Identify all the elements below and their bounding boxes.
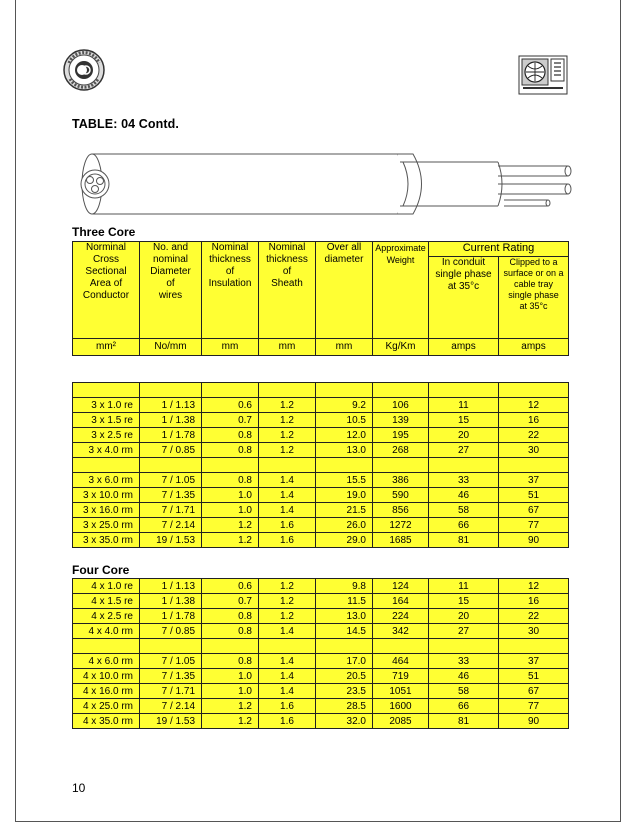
table-cell: 1.2 <box>202 518 259 533</box>
spacer-cell <box>499 639 569 654</box>
table-cell: 51 <box>499 669 569 684</box>
table-cell: 67 <box>499 503 569 518</box>
company-seal-logo-icon <box>63 49 105 91</box>
table-cell: 1 / 1.38 <box>140 413 202 428</box>
spacer-cell <box>202 383 259 398</box>
header-line: of <box>282 266 292 277</box>
unit-cell: mm <box>259 339 316 356</box>
table-cell: 3 x 10.0 rm <box>73 488 140 503</box>
table-cell: 26.0 <box>316 518 373 533</box>
table-row <box>73 413 569 428</box>
table-cell: 12 <box>499 398 569 413</box>
table-cell: 13.0 <box>316 609 373 624</box>
table-cell: 1.2 <box>259 413 316 428</box>
spacer-row <box>73 639 569 654</box>
table-cell: 4 x 1.0 re <box>73 579 140 594</box>
table-cell: 1.2 <box>259 428 316 443</box>
table-cell: 195 <box>373 428 429 443</box>
unit-cell: mm <box>316 339 373 356</box>
header-line: Sheath <box>271 278 303 289</box>
header-line: No. and <box>152 242 189 253</box>
table-cell: 1.4 <box>259 654 316 669</box>
table-cell: 32.0 <box>316 714 373 729</box>
table-cell: 1.4 <box>259 488 316 503</box>
header-line: diameter <box>324 254 364 265</box>
table-cell: 67 <box>499 684 569 699</box>
table-cell: 2085 <box>373 714 429 729</box>
table-row <box>73 443 569 458</box>
header-cross-section <box>73 242 140 339</box>
spacer-cell <box>316 458 373 473</box>
table-row <box>73 594 569 609</box>
table-cell: 7 / 1.05 <box>140 473 202 488</box>
table-cell: 20 <box>429 428 499 443</box>
table-cell: 3 x 6.0 rm <box>73 473 140 488</box>
table-cell: 19.0 <box>316 488 373 503</box>
table-cell: 22 <box>499 609 569 624</box>
table-cell: 21.5 <box>316 503 373 518</box>
table-cell: 1 / 1.78 <box>140 609 202 624</box>
table-cell: 1.2 <box>202 699 259 714</box>
table-cell: 7 / 1.35 <box>140 669 202 684</box>
table-cell: 1 / 1.13 <box>140 579 202 594</box>
unit-cell: amps <box>429 339 499 356</box>
table-cell: 1.2 <box>259 594 316 609</box>
table-cell: 268 <box>373 443 429 458</box>
table-cell: 0.8 <box>202 654 259 669</box>
table-cell: 58 <box>429 503 499 518</box>
table-cell: 19 / 1.53 <box>140 714 202 729</box>
table-cell: 51 <box>499 488 569 503</box>
header-line: Norminal <box>85 242 126 253</box>
table-cell: 20 <box>429 609 499 624</box>
table-cell: 15 <box>429 594 499 609</box>
table-cell: 4 x 6.0 rm <box>73 654 140 669</box>
table-cell: 124 <box>373 579 429 594</box>
spacer-cell <box>429 639 499 654</box>
header-diameter <box>316 242 373 339</box>
header-line: cable tray <box>513 279 554 290</box>
table-cell: 17.0 <box>316 654 373 669</box>
header-line: nominal <box>152 254 189 265</box>
table-cell: 66 <box>429 699 499 714</box>
table-row <box>73 398 569 413</box>
table-cell: 1.6 <box>259 533 316 548</box>
header-line: In conduit <box>441 257 486 269</box>
spacer-cell <box>316 383 373 398</box>
units-row <box>73 339 569 356</box>
table-cell: 19 / 1.53 <box>140 533 202 548</box>
table-cell: 0.6 <box>202 398 259 413</box>
spacer-cell <box>316 639 373 654</box>
table-cell: 12 <box>499 579 569 594</box>
spacer-cell <box>140 383 202 398</box>
table-cell: 7 / 1.05 <box>140 654 202 669</box>
table-cell: 23.5 <box>316 684 373 699</box>
table-row <box>73 533 569 548</box>
header-wires <box>140 242 202 339</box>
table-cell: 224 <box>373 609 429 624</box>
table-cell: 4 x 25.0 rm <box>73 699 140 714</box>
spacer-cell <box>429 458 499 473</box>
table-cell: 1.2 <box>259 609 316 624</box>
spacer-cell <box>373 383 429 398</box>
table-cell: 15.5 <box>316 473 373 488</box>
table-cell: 13.0 <box>316 443 373 458</box>
header-line: Over all <box>326 242 362 253</box>
table-cell: 28.5 <box>316 699 373 714</box>
table-cell: 77 <box>499 518 569 533</box>
header-line: Diameter <box>150 266 191 277</box>
table-cell: 1.2 <box>202 533 259 548</box>
header-line: Sectional <box>85 266 127 277</box>
table-cell: 1.0 <box>202 684 259 699</box>
table-cell: 7 / 0.85 <box>140 624 202 639</box>
table-row <box>73 428 569 443</box>
table-cell: 0.8 <box>202 428 259 443</box>
table-cell: 90 <box>499 533 569 548</box>
table-cell: 11 <box>429 579 499 594</box>
table-row <box>73 669 569 684</box>
table-cell: 81 <box>429 533 499 548</box>
header-line: Weight <box>386 255 415 265</box>
spacer-row <box>73 458 569 473</box>
table-cell: 0.7 <box>202 594 259 609</box>
table-cell: 3 x 16.0 rm <box>73 503 140 518</box>
table-cell: 0.7 <box>202 413 259 428</box>
header-line: Insulation <box>208 278 252 289</box>
table-row <box>73 699 569 714</box>
table-cell: 0.8 <box>202 624 259 639</box>
certification-mark-icon <box>518 55 568 95</box>
table-cell: 1.4 <box>259 669 316 684</box>
spacer-cell <box>259 639 316 654</box>
table-cell: 139 <box>373 413 429 428</box>
table-cell: 11 <box>429 398 499 413</box>
table-row <box>73 684 569 699</box>
table-row <box>73 609 569 624</box>
header-line: Cross <box>92 254 120 265</box>
table-cell: 1.4 <box>259 684 316 699</box>
table-cell: 90 <box>499 714 569 729</box>
table-cell: 1.2 <box>259 443 316 458</box>
table-cell: 33 <box>429 473 499 488</box>
header-insulation <box>202 242 259 339</box>
table-cell: 856 <box>373 503 429 518</box>
header-line: thickness <box>209 254 251 265</box>
table-cell: 9.2 <box>316 398 373 413</box>
header-sheath <box>259 242 316 339</box>
table-cell: 1.4 <box>259 503 316 518</box>
unit-cell: mm <box>202 339 259 356</box>
header-weight <box>373 242 429 339</box>
table-cell: 22 <box>499 428 569 443</box>
table-cell: 719 <box>373 669 429 684</box>
table-cell: 7 / 1.35 <box>140 488 202 503</box>
table-cell: 27 <box>429 624 499 639</box>
table-cell: 1.4 <box>259 473 316 488</box>
spacer-cell <box>259 458 316 473</box>
spacer-cell <box>499 383 569 398</box>
table-cell: 58 <box>429 684 499 699</box>
spacer-cell <box>140 458 202 473</box>
spacer-cell <box>373 639 429 654</box>
page-number: 10 <box>72 781 86 795</box>
table-cell: 4 x 4.0 rm <box>73 624 140 639</box>
table-cell: 29.0 <box>316 533 373 548</box>
table-cell: 1.0 <box>202 488 259 503</box>
header-current-rating: Current Rating <box>429 242 569 257</box>
table-cell: 1051 <box>373 684 429 699</box>
header-line: Conductor <box>82 290 130 301</box>
table-cell: 464 <box>373 654 429 669</box>
table-cell: 15 <box>429 413 499 428</box>
header-line: surface or on a <box>503 268 564 279</box>
table-cell: 16 <box>499 594 569 609</box>
header-in-conduit <box>429 257 499 339</box>
table-cell: 27 <box>429 443 499 458</box>
table-cell: 1.0 <box>202 669 259 684</box>
header-clipped <box>499 257 569 339</box>
table-cell: 3 x 35.0 rm <box>73 533 140 548</box>
spacer-cell <box>202 458 259 473</box>
table-row <box>73 654 569 669</box>
header-line: at 35°c <box>447 281 480 293</box>
spacer-cell <box>73 639 140 654</box>
table-cell: 20.5 <box>316 669 373 684</box>
table-cell: 1.0 <box>202 503 259 518</box>
table-cell: 4 x 16.0 rm <box>73 684 140 699</box>
spacer-row <box>73 383 569 398</box>
table-cell: 1.2 <box>259 579 316 594</box>
table-cell: 77 <box>499 699 569 714</box>
header-line: wires <box>158 290 183 301</box>
table-cell: 1.4 <box>259 624 316 639</box>
spacer-cell <box>499 458 569 473</box>
table-cell: 342 <box>373 624 429 639</box>
table-cell: 14.5 <box>316 624 373 639</box>
table-cell: 16 <box>499 413 569 428</box>
table-cell: 1.6 <box>259 518 316 533</box>
table-cell: 4 x 2.5 re <box>73 609 140 624</box>
spacer-cell <box>73 458 140 473</box>
table-row <box>73 473 569 488</box>
table-row <box>73 503 569 518</box>
table-cell: 1.6 <box>259 714 316 729</box>
header-table <box>72 241 569 356</box>
header-line: Nominal <box>268 242 306 253</box>
header-line: Area of <box>89 278 123 289</box>
table-cell: 1 / 1.38 <box>140 594 202 609</box>
table-cell: 386 <box>373 473 429 488</box>
table-cell: 0.8 <box>202 609 259 624</box>
table-cell: 37 <box>499 473 569 488</box>
table-cell: 1 / 1.13 <box>140 398 202 413</box>
table-cell: 3 x 1.0 re <box>73 398 140 413</box>
table-cell: 590 <box>373 488 429 503</box>
table-cell: 0.8 <box>202 473 259 488</box>
table-cell: 164 <box>373 594 429 609</box>
four-core-heading: Four Core <box>72 563 130 577</box>
table-cell: 81 <box>429 714 499 729</box>
header-line: thickness <box>266 254 308 265</box>
table-cell: 10.5 <box>316 413 373 428</box>
table-cell: 30 <box>499 624 569 639</box>
table-cell: 1.2 <box>259 398 316 413</box>
cable-cross-section-illustration <box>68 148 578 220</box>
table-cell: 33 <box>429 654 499 669</box>
unit-cell: amps <box>499 339 569 356</box>
spacer-cell <box>373 458 429 473</box>
table-row <box>73 579 569 594</box>
three-core-table <box>72 382 569 548</box>
table-row <box>73 714 569 729</box>
table-row <box>73 518 569 533</box>
table-cell: 4 x 35.0 rm <box>73 714 140 729</box>
unit-cell: Kg/Km <box>373 339 429 356</box>
spacer-cell <box>140 639 202 654</box>
table-row <box>73 624 569 639</box>
spacer-cell <box>73 383 140 398</box>
table-cell: 3 x 2.5 re <box>73 428 140 443</box>
header-line: single phase <box>435 269 492 281</box>
spacer-cell <box>259 383 316 398</box>
table-cell: 46 <box>429 488 499 503</box>
header-line: single phase <box>508 290 559 301</box>
table-cell: 7 / 2.14 <box>140 518 202 533</box>
unit-cell: mm² <box>73 339 140 356</box>
table-cell: 1 / 1.78 <box>140 428 202 443</box>
table-cell: 3 x 25.0 rm <box>73 518 140 533</box>
table-cell: 4 x 10.0 rm <box>73 669 140 684</box>
table-cell: 7 / 1.71 <box>140 503 202 518</box>
table-cell: 0.6 <box>202 579 259 594</box>
table-cell: 46 <box>429 669 499 684</box>
table-cell: 4 x 1.5 re <box>73 594 140 609</box>
table-cell: 3 x 1.5 re <box>73 413 140 428</box>
table-cell: 3 x 4.0 rm <box>73 443 140 458</box>
header-line: Nominal <box>211 242 249 253</box>
table-row <box>73 488 569 503</box>
three-core-heading: Three Core <box>72 225 136 239</box>
header-line: of <box>225 266 235 277</box>
table-cell: 37 <box>499 654 569 669</box>
header-line: Clipped to a <box>509 257 558 268</box>
table-cell: 12.0 <box>316 428 373 443</box>
unit-cell: No/mm <box>140 339 202 356</box>
table-cell: 7 / 2.14 <box>140 699 202 714</box>
table-cell: 7 / 1.71 <box>140 684 202 699</box>
header-line: at 35°c <box>519 301 548 312</box>
table-cell: 0.8 <box>202 443 259 458</box>
table-cell: 9.8 <box>316 579 373 594</box>
table-cell: 1.6 <box>259 699 316 714</box>
header-line: Approximate <box>375 243 426 253</box>
table-cell: 7 / 0.85 <box>140 443 202 458</box>
table-cell: 1685 <box>373 533 429 548</box>
table-cell: 1272 <box>373 518 429 533</box>
table-title: TABLE: 04 Contd. <box>72 117 179 131</box>
table-cell: 106 <box>373 398 429 413</box>
table-cell: 30 <box>499 443 569 458</box>
spacer-cell <box>202 639 259 654</box>
header-line: of <box>166 278 175 289</box>
table-cell: 1.2 <box>202 714 259 729</box>
table-cell: 1600 <box>373 699 429 714</box>
table-cell: 11.5 <box>316 594 373 609</box>
spacer-cell <box>429 383 499 398</box>
four-core-table <box>72 578 569 729</box>
table-cell: 66 <box>429 518 499 533</box>
